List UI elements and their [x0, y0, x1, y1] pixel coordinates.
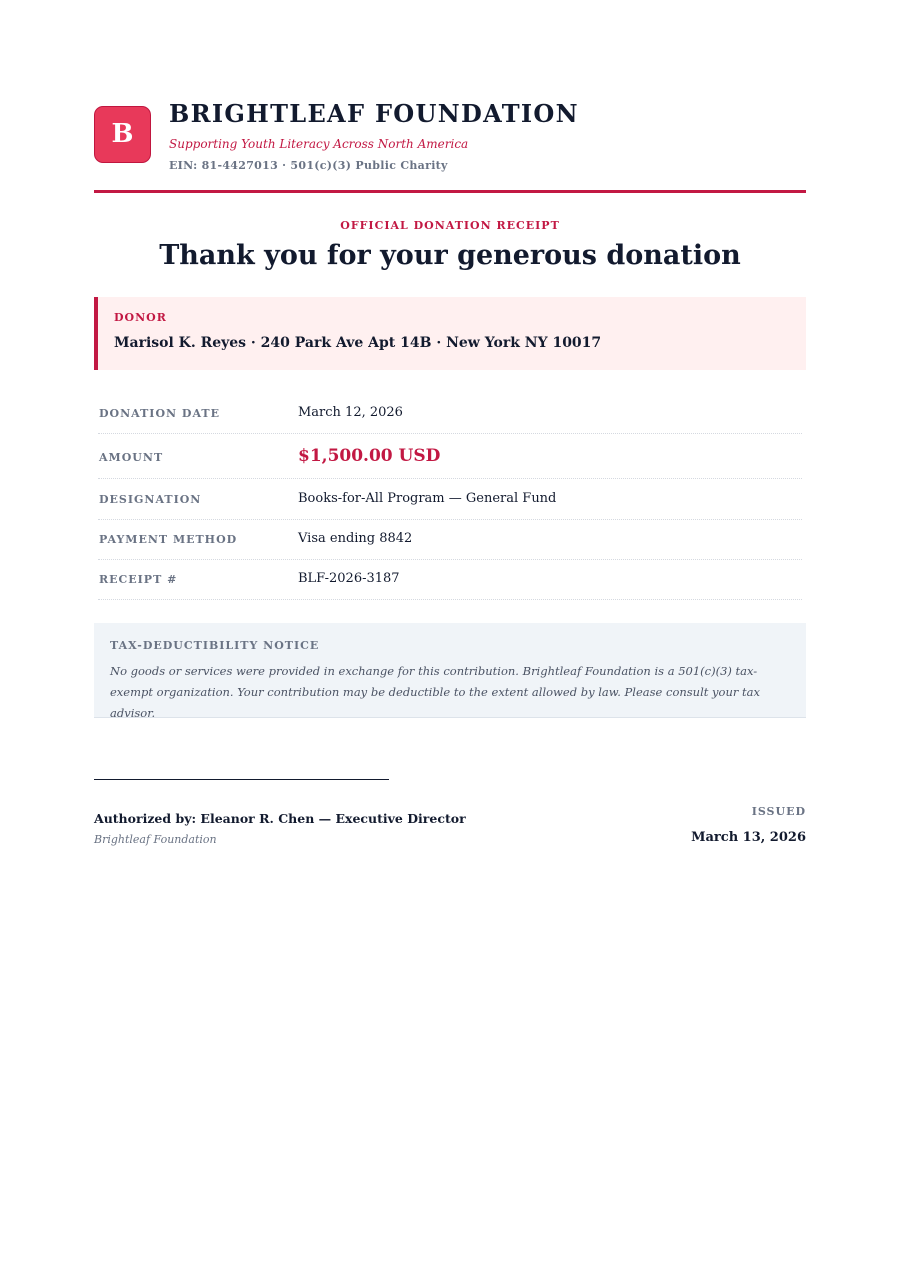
detail-value: Visa ending 8842: [298, 531, 413, 546]
organization-logo: B: [94, 106, 151, 163]
authorized-by: Authorized by: Eleanor R. Chen — Executive Director: [94, 811, 466, 826]
detail-value: BLF-2026-3187: [298, 571, 400, 586]
detail-row-receipt-number: [98, 560, 802, 600]
donor-label: DONOR: [114, 311, 167, 324]
detail-label: DONATION DATE: [99, 407, 220, 420]
detail-row-donation-date: [98, 394, 802, 434]
donation-details-table: [98, 394, 802, 600]
receipt-kicker: OFFICIAL DONATION RECEIPT: [340, 219, 560, 232]
detail-label: AMOUNT: [99, 451, 164, 464]
detail-label: DESIGNATION: [99, 493, 202, 506]
donor-value: Marisol K. Reyes · 240 Park Ave Apt 14B · New York NY 10017: [114, 335, 602, 351]
donation-amount: $1,500.00 USD: [298, 446, 441, 466]
issued-label: ISSUED: [751, 805, 806, 818]
detail-value: March 12, 2026: [298, 405, 403, 420]
page-title: Thank you for your generous donation: [159, 240, 741, 271]
detail-label: PAYMENT METHOD: [99, 533, 238, 546]
tax-notice-title: TAX-DEDUCTIBILITY NOTICE: [110, 639, 320, 652]
organization-ein: EIN: 81-4427013 · 501(c)(3) Public Charity: [169, 159, 448, 172]
donor-box: [94, 297, 806, 370]
receipt-header: [94, 100, 806, 180]
authorized-organization: Brightleaf Foundation: [94, 833, 217, 846]
tax-notice-text: No goods or services were provided in exchange for this contribution. Brightleaf Foundation is a 501(c)(3) tax-exempt organization. Your contribution may be deductible to the extent allowed by law. Please consult your tax advisor.: [110, 664, 760, 720]
signature-line: [94, 779, 389, 780]
detail-row-payment-method: [98, 520, 802, 560]
detail-label: RECEIPT #: [99, 573, 178, 586]
header-divider: [94, 190, 806, 193]
detail-row-designation: [98, 479, 802, 520]
issued-date: March 13, 2026: [691, 830, 806, 845]
organization-name: BRIGHTLEAF FOUNDATION: [169, 99, 579, 128]
organization-tagline: Supporting Youth Literacy Across North America: [169, 137, 469, 151]
detail-row-amount: [98, 434, 802, 479]
tax-notice: [94, 623, 806, 718]
detail-value: Books-for-All Program — General Fund: [298, 491, 557, 506]
